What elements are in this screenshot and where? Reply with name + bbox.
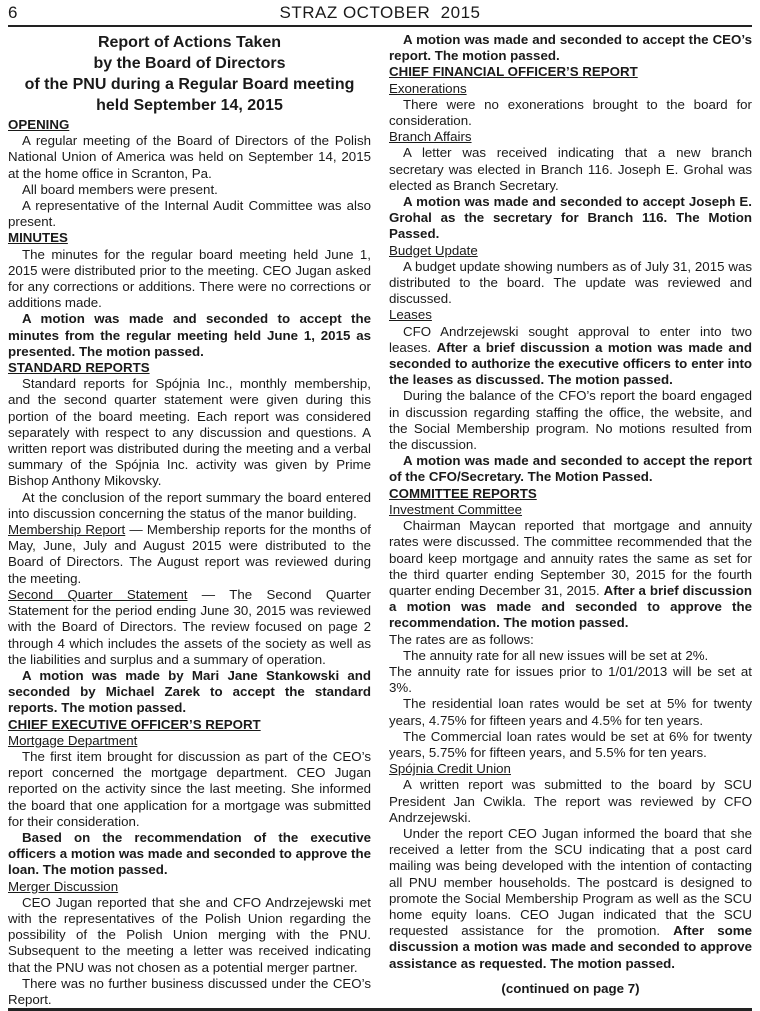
paragraph [8, 522, 371, 587]
text-run: Membership Report [8, 522, 126, 538]
text-run: The Commercial loan rates would be set at 6% for twenty years, 5.75% for fifteen years, and 5.5% for ten years. [389, 728, 752, 760]
paragraph [389, 145, 752, 194]
sub-heading [389, 243, 752, 259]
paragraph [8, 198, 371, 230]
page-number: 6 [8, 3, 18, 22]
text-run: A motion was made and seconded to accept the minutes from the regular meeting held June 1, 2015 as presented. The motion passed. [8, 311, 371, 359]
text-run: (continued on page 7) [501, 980, 640, 996]
text-run: MINUTES [8, 230, 68, 246]
text-run: A regular meeting of the Board of Directors of the Polish National Union of America was held on September 14, 2015 at the home office in Scranton, Pa. [8, 133, 371, 181]
text-run: Standard reports for Spójnia Inc., monthly membership, and the second quarter statement were given during this portion of the board meeting. Each report was considered separately with respect to any discussion and questions. A written report was distributed during the meeting and a verbal summary of the Spójnia Inc. activity was given by Prime Bishop Anthony Mikovsky. [8, 376, 371, 489]
sub-heading [389, 81, 752, 97]
paragraph [8, 668, 371, 717]
text-run: The annuity rate for issues prior to 1/01/2013 will be set at 3%. [389, 663, 752, 696]
text-run: A budget update showing numbers as of July 31, 2015 was distributed to the board. The update was reviewed and discussed. [389, 258, 752, 307]
text-run: CEO Jugan reported that she and CFO Andrzejewski met with the representatives of the Polish Union regarding the possibility of the Polish Union merging with the PNU. Subsequent to the meeting a letter was received indicating that the PNU was not chosen as a potential merger partner. [8, 894, 371, 975]
sub-heading [8, 733, 371, 749]
article-title-line: by the Board of Directors [93, 55, 286, 72]
text-run: CHIEF FINANCIAL OFFICER’S REPORT [389, 64, 638, 80]
paragraph [8, 133, 371, 182]
continued-note [389, 981, 752, 997]
paragraph [389, 32, 752, 64]
text-run: Leases [389, 307, 432, 323]
paragraph [389, 826, 752, 972]
article-title-line: held September 14, 2015 [96, 97, 283, 114]
text-run: There was no further business discussed under the CEO’s Report. [8, 975, 371, 1007]
text-run: A motion was made and seconded to accept the report of the CFO/Secretary. The Motion Passed. [389, 453, 752, 485]
text-run: Budget Update [389, 242, 478, 258]
text-run: Under the report CEO Jugan informed the board that she received a letter from the SCU indicating that a post card mailing was being developed with the intention of contacting all PNU member households. The postcard is designed to promote the Social Membership Program as well as the SCU home equity loans. CEO Jugan indicated that the SCU requested assistance for the promotion. [389, 825, 752, 939]
text-run: The residential loan rates would be set at 5% for twenty years, 4.75% for fifteen years and 4.5% for ten years. [389, 696, 752, 728]
article-title-line: of the PNU during a Regular Board meeting [24, 76, 355, 93]
paragraph [389, 194, 752, 243]
text-run: A letter was received indicating that a new branch secretary was elected in Branch 116. Joseph E. Grohal was elected as Branch Secretary. [389, 145, 752, 193]
section-heading [8, 230, 371, 246]
section-heading [8, 360, 371, 376]
text-run: Spójnia Credit Union [389, 761, 511, 777]
text-run: CHIEF EXECUTIVE OFFICER’S REPORT [8, 716, 261, 732]
text-run: — The Second Quarter Statement for the period ending June 30, 2015 was reviewed with the Board of Directors. The review focused on page 2 through 4 which includes the assets of the society as well as the liabilities and surplus and a summary of operation. [8, 586, 371, 667]
sub-heading [389, 502, 752, 518]
article-title-line: Report of Actions Taken [97, 34, 282, 51]
section-heading [389, 486, 752, 502]
text-run: At the conclusion of the report summary the board entered into discussion concerning the status of the manor building. [8, 489, 371, 521]
sub-heading [389, 761, 752, 777]
masthead [8, 2, 752, 23]
paragraph [389, 388, 752, 453]
text-run: COMMITTEE REPORTS [389, 485, 537, 501]
paragraph [8, 247, 371, 312]
paragraph [389, 632, 752, 648]
text-run: After a brief discussion a motion was made and seconded to approve the recommendation. The motion passed. [389, 582, 752, 631]
paragraph [389, 259, 752, 308]
paragraph [389, 648, 752, 664]
text-run: Second Quarter Statement [8, 586, 188, 602]
paragraph [389, 729, 752, 761]
paragraph [389, 97, 752, 129]
article-title [8, 32, 371, 116]
text-run: A motion was made by Mari Jane Stankowski and seconded by Michael Zarek to accept the standard reports. The motion passed. [8, 667, 371, 716]
paragraph [8, 376, 371, 489]
sub-heading [8, 879, 371, 895]
paragraph [8, 830, 371, 879]
paragraph [389, 518, 752, 631]
text-run: CFO Andrzejewski sought approval to enter into two leases. [389, 323, 752, 355]
text-run: The rates are as follows: [389, 631, 534, 647]
text-run: All board members were present. [22, 181, 218, 197]
newspaper-title: STRAZ OCTOBER 2015 [279, 3, 481, 22]
text-run: A motion was made and seconded to accept Joseph E. Grohal as the secretary for Branch 116. The Motion Passed. [389, 194, 752, 242]
text-run: A motion was made and seconded to accept the CEO’s report. The motion passed. [389, 32, 752, 64]
text-run: The first item brought for discussion as part of the CEO’s report concerned the mortgage department. CEO Jugan reported on the activity since the last meeting. She informed the board that one application for a mortgage was submitted for their consideration. [8, 748, 371, 829]
text-run: Based on the recommendation of the executive officers a motion was made and seconded to approve the loan. The motion passed. [8, 829, 371, 878]
article-columns [8, 27, 752, 1008]
section-heading [389, 64, 752, 80]
text-run: Investment Committee [389, 501, 523, 517]
left-column [8, 32, 371, 1008]
text-run: — Membership reports for the months of May, June, July and August 2015 were distributed to the Board of Directors. The August report was reviewed during the meeting. [8, 522, 371, 586]
paragraph [389, 696, 752, 728]
text-run: OPENING [8, 117, 70, 132]
paragraph [8, 749, 371, 830]
text-run: The annuity rate for all new issues will be set at 2%. [403, 647, 709, 663]
paragraph [8, 490, 371, 522]
sub-heading [389, 307, 752, 323]
text-run: A representative of the Internal Audit Committee was also present. [8, 198, 371, 230]
section-heading [8, 117, 371, 133]
text-run: Exonerations [389, 80, 467, 96]
text-run: There were no exonerations brought to the board for consideration. [389, 96, 752, 129]
text-run: Merger Discussion [8, 878, 119, 894]
paragraph [389, 453, 752, 485]
paragraph [8, 976, 371, 1008]
text-run: Chairman Maycan reported that mortgage and annuity rates were discussed. The committee recommended that the board keep mortgage and annuity rates the same as set for the third quarter ending September 30, 2015 for the fourth quarter ending December 31, 2015. [389, 518, 752, 598]
paragraph [389, 324, 752, 389]
text-run: The minutes for the regular board meeting held June 1, 2015 were distributed prior to the meeting. CEO Jugan asked for any corrections or additions. There were no corrections or additions made. [8, 246, 371, 311]
text-run: A written report was submitted to the board by SCU President Jan Cwikla. The report was reviewed by CFO Andrzejewski. [389, 777, 752, 825]
text-run: During the balance of the CFO’s report the board engaged in discussion regarding staffing the office, the website, and the Social Membership program. No motions resulted from the discussion. [389, 388, 752, 453]
paragraph [389, 664, 752, 696]
paragraph [389, 777, 752, 826]
text-run: Mortgage Department [8, 732, 138, 748]
paragraph [8, 587, 371, 668]
right-column [389, 32, 752, 1008]
paragraph [8, 895, 371, 976]
text-run: After a brief discussion a motion was made and seconded to authorize the executive officers to enter into the leases as discussed. The motion passed. [389, 339, 753, 388]
text-run: STANDARD REPORTS [8, 360, 150, 376]
text-run: Branch Affairs [389, 129, 472, 145]
paragraph [8, 182, 371, 198]
sub-heading [389, 129, 752, 145]
text-run: After some discussion a motion was made and seconded to approve assistance as requested. The motion passed. [389, 923, 752, 971]
section-heading [8, 717, 371, 733]
paragraph [8, 311, 371, 360]
